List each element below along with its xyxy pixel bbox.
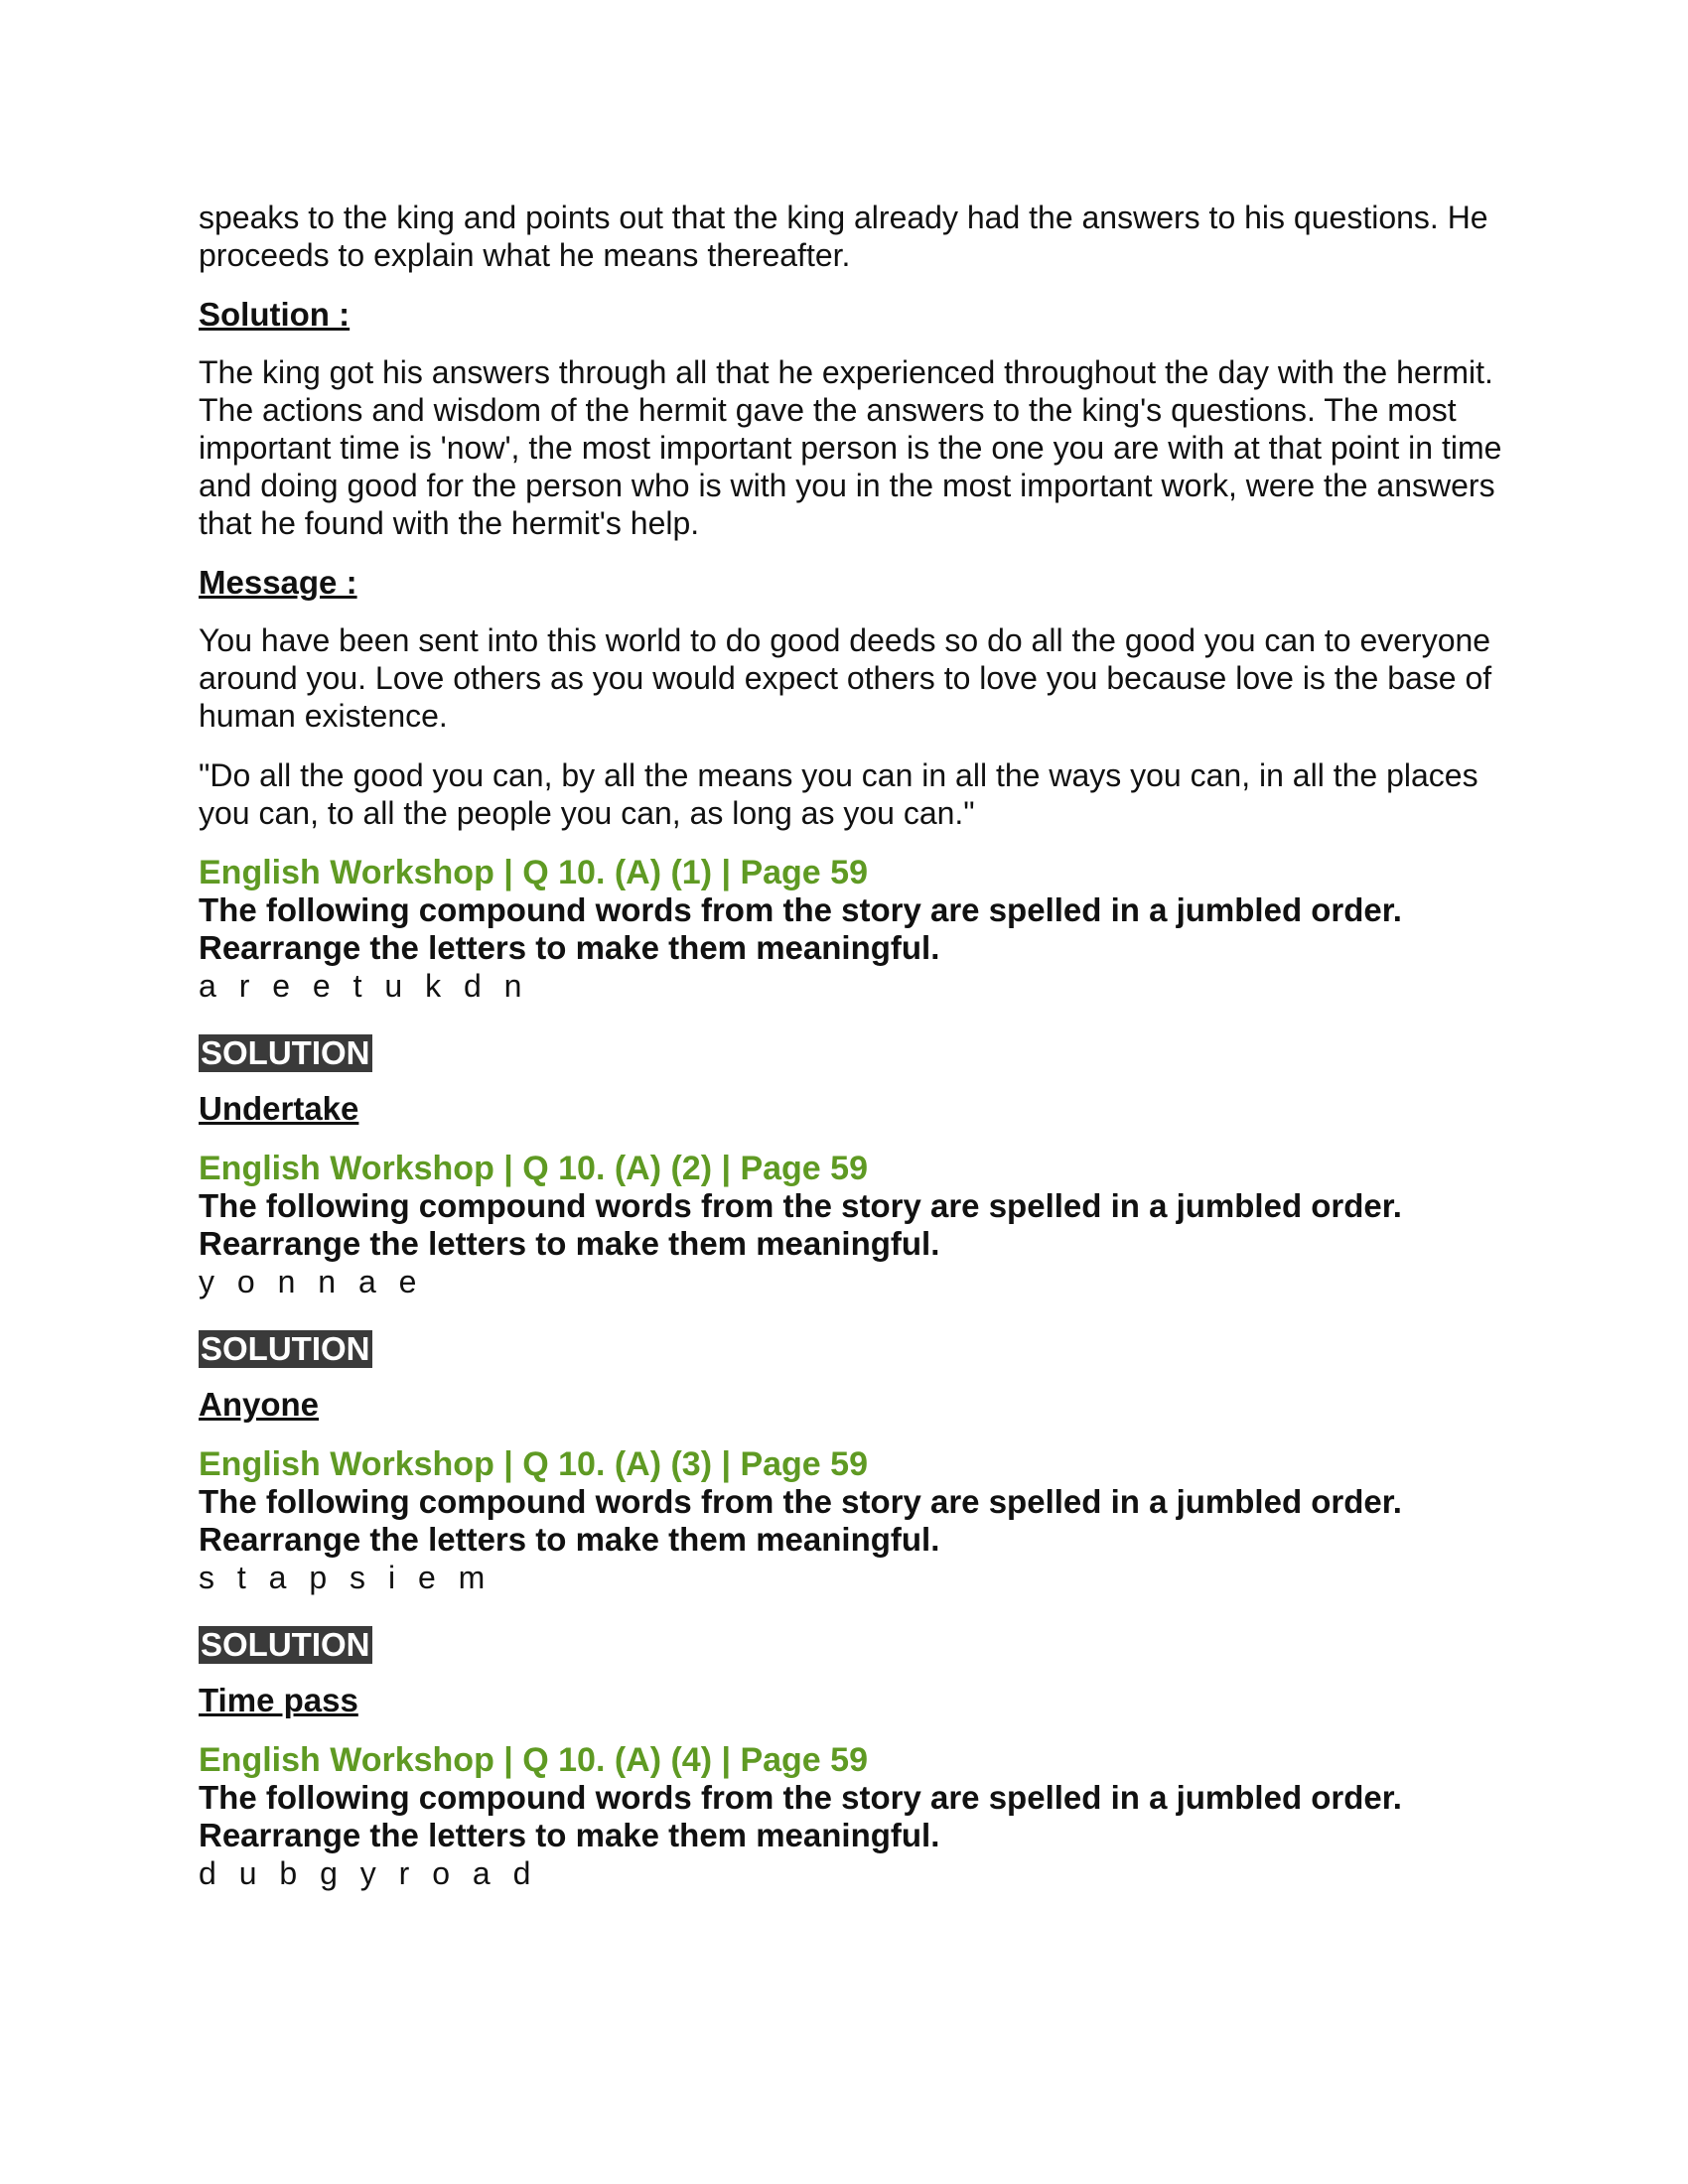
answer-text: Time pass (199, 1682, 358, 1718)
answer-text: Undertake (199, 1090, 359, 1127)
question-reference-link[interactable]: English Workshop | Q 10. (A) (2) | Page 59 (199, 1150, 868, 1187)
intro-paragraph: speaks to the king and points out that the king already had the answers to his questions. He proceeds to explain what he means thereafter. (199, 200, 1488, 273)
solution-heading: Solution : (199, 296, 351, 333)
question-prompt: Rearrange the letters to make them meaningful. (199, 1521, 940, 1558)
solution-badge: SOLUTION (201, 1330, 370, 1367)
message-heading: Message : (199, 564, 357, 601)
question-prompt: The following compound words from the story are spelled in a jumbled order. (199, 1483, 1402, 1520)
question-prompt: Rearrange the letters to make them meaningful. (199, 1225, 940, 1262)
jumbled-letters: y o n n a e (199, 1264, 424, 1299)
question-block (199, 854, 1509, 1005)
solution-badge-row (199, 1626, 1509, 1682)
jumbled-letters: a r e e t u k d n (199, 968, 529, 1004)
question-reference-link[interactable]: English Workshop | Q 10. (A) (1) | Page 59 (199, 854, 868, 891)
question-block (199, 1741, 1509, 1892)
jumbled-letters: s t a p s i e m (199, 1560, 492, 1595)
solution-badge: SOLUTION (201, 1626, 370, 1663)
question-prompt: The following compound words from the story are spelled in a jumbled order. (199, 1779, 1402, 1816)
question-prompt: Rearrange the letters to make them meaningful. (199, 929, 940, 966)
solution-badge-row (199, 1034, 1509, 1090)
message-quote: "Do all the good you can, by all the means you can in all the ways you can, in all the places you can, to all the people you can, as long as you can." (199, 757, 1478, 831)
page-content (199, 199, 1509, 1922)
question-block (199, 1445, 1509, 1596)
question-prompt: The following compound words from the story are spelled in a jumbled order. (199, 891, 1402, 928)
question-reference-link[interactable]: English Workshop | Q 10. (A) (4) | Page 59 (199, 1741, 868, 1779)
answer-text: Anyone (199, 1386, 320, 1423)
jumbled-letters: d u b g y r o a d (199, 1855, 538, 1891)
message-paragraph: You have been sent into this world to do good deeds so do all the good you can to everyone around you. Love others as you would expect others to love you because love is the base of human existence. (199, 622, 1492, 734)
question-prompt: Rearrange the letters to make them meaningful. (199, 1817, 940, 1853)
solution-paragraph: The king got his answers through all that he experienced throughout the day with the hermit. The actions and wisdom of the hermit gave the answers to the king's questions. The most important time is 'now', the most important person is the one you are with at that point in time and doing good for the person who is with you in the most important work, were the answers that he found with the hermit's help. (199, 354, 1502, 541)
solution-badge: SOLUTION (201, 1034, 370, 1071)
question-block (199, 1150, 1509, 1300)
question-reference-link[interactable]: English Workshop | Q 10. (A) (3) | Page 59 (199, 1445, 868, 1483)
question-prompt: The following compound words from the story are spelled in a jumbled order. (199, 1187, 1402, 1224)
solution-badge-row (199, 1330, 1509, 1386)
